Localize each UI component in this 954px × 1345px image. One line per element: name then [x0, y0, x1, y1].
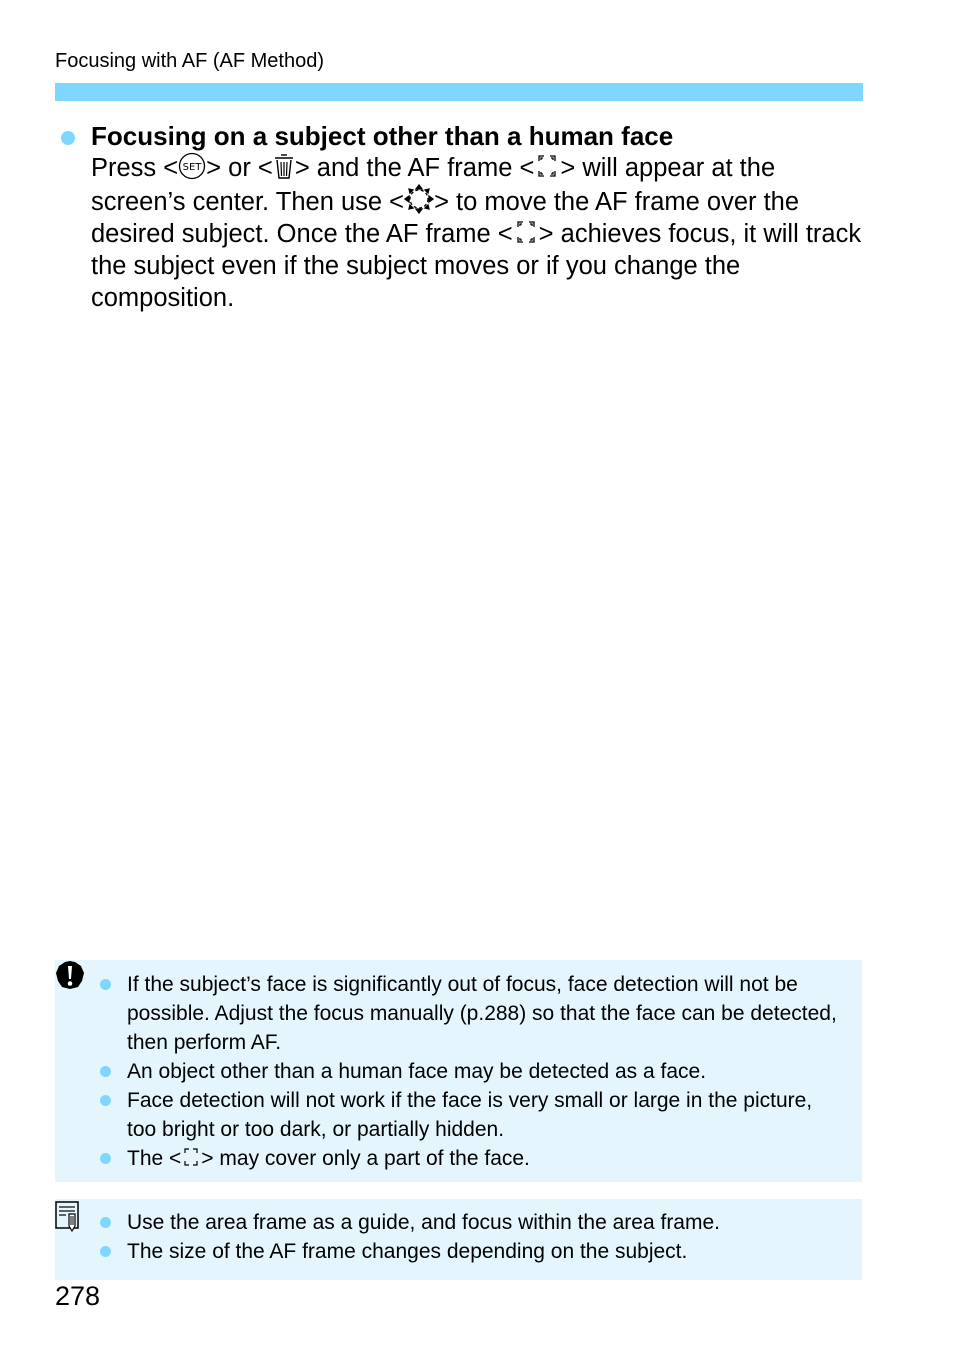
body-text-4: > will appear at the screen’s center. Then use <: [91, 154, 776, 216]
body-text-6: > achieves focus, it will track the subject even if the subject moves or if you change the composition.: [91, 220, 862, 312]
bullet-icon: [100, 1095, 111, 1106]
body-text-5: > to move the AF frame over the desired subject. Once the AF frame <: [91, 188, 800, 248]
caution-item: An object other than a human face may be detected as a face.: [100, 1057, 845, 1086]
caution-icon: [55, 960, 85, 990]
bullet-icon: [100, 1217, 111, 1228]
running-head: Focusing with AF (AF Method): [55, 50, 324, 72]
section-bullet-icon: [61, 131, 75, 145]
erase-button-icon: [273, 152, 295, 180]
svg-text:SET: SET: [182, 162, 202, 173]
bullet-icon: [100, 979, 111, 990]
body-text-3: > and the AF frame <: [294, 154, 535, 182]
bullet-icon: [100, 1246, 111, 1257]
section-title: Focusing on a subject other than a human face: [91, 121, 674, 151]
af-frame-icon: [513, 218, 539, 246]
memo-icon: [55, 1201, 81, 1233]
caution-item: The < > may cover only a part of the face.: [100, 1144, 845, 1173]
body-text-1: Press <: [91, 154, 179, 182]
bullet-icon: [100, 1066, 111, 1077]
memo-item: The size of the AF frame changes depending on the subject.: [100, 1237, 845, 1266]
caution-item: Face detection will not work if the face is very small or large in the picture, too bright or too dark, or partially hidden.: [100, 1086, 845, 1144]
set-button-icon: [178, 152, 206, 180]
face-frame-icon: [181, 1146, 201, 1168]
bullet-icon: [100, 1153, 111, 1164]
caution-list: [100, 970, 845, 1173]
af-frame-icon: [534, 152, 560, 180]
caution-box: [55, 960, 862, 1182]
caution-item: If the subject’s face is significantly out of focus, face detection will not be possible. Adjust the focus manually (p.288) so that the face can be detected, then perform AF.: [100, 970, 845, 1057]
page-number: 278: [55, 1281, 101, 1311]
memo-box: [55, 1199, 862, 1280]
header-rule-bar: [55, 83, 863, 101]
body-text-2: > or <: [206, 154, 273, 182]
memo-list: [100, 1208, 845, 1266]
section-body: [91, 152, 871, 314]
multi-controller-icon: [404, 184, 434, 214]
memo-item: Use the area frame as a guide, and focus within the area frame.: [100, 1208, 845, 1237]
